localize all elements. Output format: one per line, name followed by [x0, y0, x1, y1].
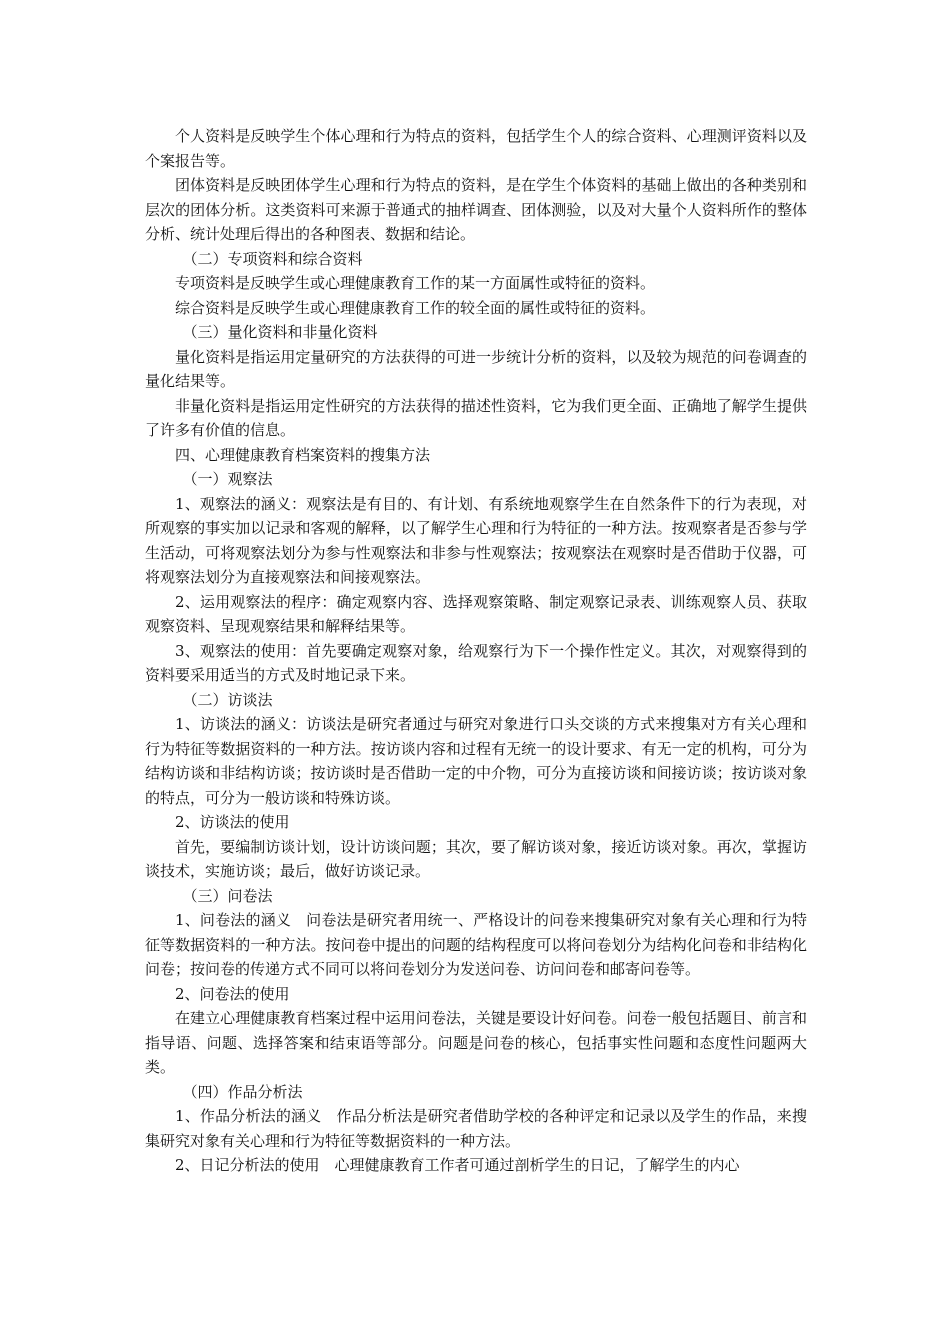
paragraph: 1、作品分析法的涵义 作品分析法是研究者借助学校的各种评定和记录以及学生的作品，来搜集研究对象有关心理和行为特征等数据资料的一种方法。 — [145, 1107, 807, 1150]
section-heading: （四）作品分析法 — [182, 1082, 303, 1101]
paragraph: 团体资料是反映团体学生心理和行为特点的资料，是在学生个体资料的基础上做出的各种类别和层次的团体分析。这类资料可来源于普通式的抽样调查、团体测验，以及对大量个人资料所作的整体分析、统计处理后得出的各种图表、数据和结论。 — [145, 176, 807, 243]
section-heading: （三）量化资料和非量化资料 — [182, 323, 378, 341]
paragraph: 2、访谈法的使用 — [175, 813, 290, 831]
paragraph: 1、观察法的涵义：观察法是有目的、有计划、有系统地观察学生在自然条件下的行为表现，对所观察的事实加以记录和客观的解释，以了解学生心理和行为特征的一种方法。按观察者是否参与学生活动，可将观察法划分为参与性观察法和非参与性观察法；按观察法在观察时是否借助于仪器，可将观察法划分为直接观察法和间接观察法。 — [145, 494, 807, 586]
paragraph: 首先，要编制访谈计划，设计访谈问题；其次，要了解访谈对象，接近访谈对象。再次，掌握访谈技术，实施访谈；最后，做好访谈记录。 — [145, 837, 807, 880]
paragraph: 综合资料是反映学生或心理健康教育工作的较全面的属性或特征的资料。 — [175, 298, 656, 317]
paragraph: 3、观察法的使用：首先要确定观察对象，给观察行为下一个操作性定义。其次，对观察得到的资料要采用适当的方式及时地记录下来。 — [145, 641, 807, 684]
section-heading: （二）专项资料和综合资料 — [182, 249, 363, 268]
paragraph: 2、问卷法的使用 — [175, 984, 290, 1003]
paragraph: 2、运用观察法的程序：确定观察内容、选择观察策略、制定观察记录表、训练观察人员、获取观察资料、呈现观察结果和解释结果等。 — [145, 592, 807, 635]
paragraph: 量化资料是指运用定量研究的方法获得的可进一步统计分析的资料，以及较为规范的问卷调查的量化结果等。 — [145, 347, 807, 390]
paragraph: 2、日记分析法的使用 心理健康教育工作者可通过剖析学生的日记，了解学生的内心 — [175, 1156, 740, 1174]
paragraph: 个人资料是反映学生个体心理和行为特点的资料，包括学生个人的综合资料、心理测评资料以及个案报告等。 — [145, 127, 807, 170]
paragraph: 非量化资料是指运用定性研究的方法获得的描述性资料，它为我们更全面、正确地了解学生提供了许多有价值的信息。 — [145, 396, 807, 439]
document-page — [145, 124, 807, 1178]
paragraph: 1、访谈法的涵义：访谈法是研究者通过与研究对象进行口头交谈的方式来搜集对方有关心理和行为特征等数据资料的一种方法。按访谈内容和过程有无统一的设计要求、有无一定的机构，可分为结构访谈和非结构访谈；按访谈时是否借助一定的中介物，可分为直接访谈和间接访谈；按访谈对象的特点，可分为一般访谈和特殊访谈。 — [145, 715, 807, 807]
chapter-heading: 四、心理健康教育档案资料的搜集方法 — [175, 445, 431, 464]
section-heading: （三）问卷法 — [182, 886, 273, 905]
paragraph: 专项资料是反映学生或心理健康教育工作的某一方面属性或特征的资料。 — [175, 274, 656, 292]
paragraph: 1、问卷法的涵义 问卷法是研究者用统一、严格设计的问卷来搜集研究对象有关心理和行为特征等数据资料的一种方法。按问卷中提出的问题的结构程度可以将问卷划分为结构化问卷和非结构化问卷；按问卷的传递方式不同可以将问卷划分为发送问卷、访问问卷和邮寄问卷等。 — [145, 911, 807, 978]
section-heading: （一）观察法 — [182, 470, 273, 488]
section-heading: （二）访谈法 — [182, 690, 273, 709]
paragraph: 在建立心理健康教育档案过程中运用问卷法，关键是要设计好问卷。问卷一般包括题目、前言和指导语、问题、选择答案和结束语等部分。问题是问卷的核心，包括事实性问题和态度性问题两大类。 — [145, 1009, 807, 1076]
